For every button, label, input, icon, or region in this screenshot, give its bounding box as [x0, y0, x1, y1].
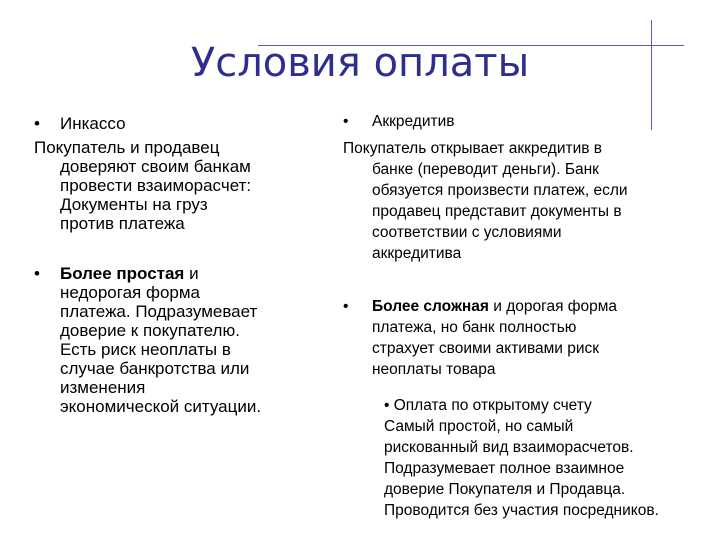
text-line: провести взаиморасчет:	[60, 176, 252, 195]
text-line: соответствии с условиями	[372, 224, 562, 241]
left-bullet-1-heading: Инкассо	[60, 114, 126, 133]
text-line: банке (переводит деньги). Банк	[372, 161, 599, 178]
left-bullet-2: •	[34, 264, 40, 283]
left-bullet-1-first-line: Покупатель и продавец	[34, 138, 220, 157]
text-line: • Оплата по открытому счету	[384, 397, 592, 414]
left-bullet-2-body	[60, 264, 261, 416]
text-line	[372, 296, 617, 317]
text-line: доверяют своим банкам	[60, 157, 251, 176]
text-line: продавец представит документы в	[372, 203, 622, 220]
text-line: доверие Покупателя и Продавца.	[384, 481, 626, 498]
text-line: случае банкротства или	[60, 359, 250, 378]
right-bullet-1-body	[372, 159, 628, 264]
text-line: обязуется произвести платеж, если	[372, 182, 628, 199]
text-line: Документы на груз	[60, 195, 208, 214]
text-line: экономической ситуации.	[60, 397, 262, 416]
text-line: платежа, но банк полностью	[372, 319, 577, 336]
right-bullet-2-body	[372, 296, 617, 380]
text-line: недорогая форма	[60, 283, 201, 302]
text-line: неоплаты товара	[372, 361, 496, 378]
right-bullet-1-first-line: Покупатель открывает аккредитив в	[343, 140, 603, 157]
text-line: страхует своими активами риск	[372, 340, 600, 357]
left-bullet-1: •	[34, 114, 40, 133]
right-bullet-1: •	[343, 113, 349, 130]
text-line	[60, 264, 261, 283]
text-line: доверие к покупателю.	[60, 321, 240, 340]
text-line: Проводится без участия посредников.	[384, 502, 659, 519]
right-bullet-2: •	[343, 298, 349, 315]
right-bullet-1-heading: Аккредитив	[372, 113, 455, 130]
text-line: рискованный вид взаиморасчетов.	[384, 439, 634, 456]
text-line: аккредитива	[372, 245, 462, 262]
text-line: Есть риск неоплаты в	[60, 340, 231, 359]
text-line: изменения	[60, 378, 146, 397]
slide-title: Условия оплаты	[190, 40, 530, 86]
text-fragment: и	[184, 264, 199, 283]
emphasis-text: Более простая	[60, 264, 185, 283]
text-line: Самый простой, но самый	[384, 418, 574, 435]
text-fragment: и дорогая форма	[488, 298, 618, 315]
left-bullet-1-body	[60, 157, 251, 233]
text-line: Подразумевает полное взаимное	[384, 460, 625, 477]
emphasis-text: Более сложная	[372, 298, 489, 315]
text-line: платежа. Подразумевает	[60, 302, 258, 321]
text-line: против платежа	[60, 214, 185, 233]
open-account-note	[384, 395, 659, 521]
